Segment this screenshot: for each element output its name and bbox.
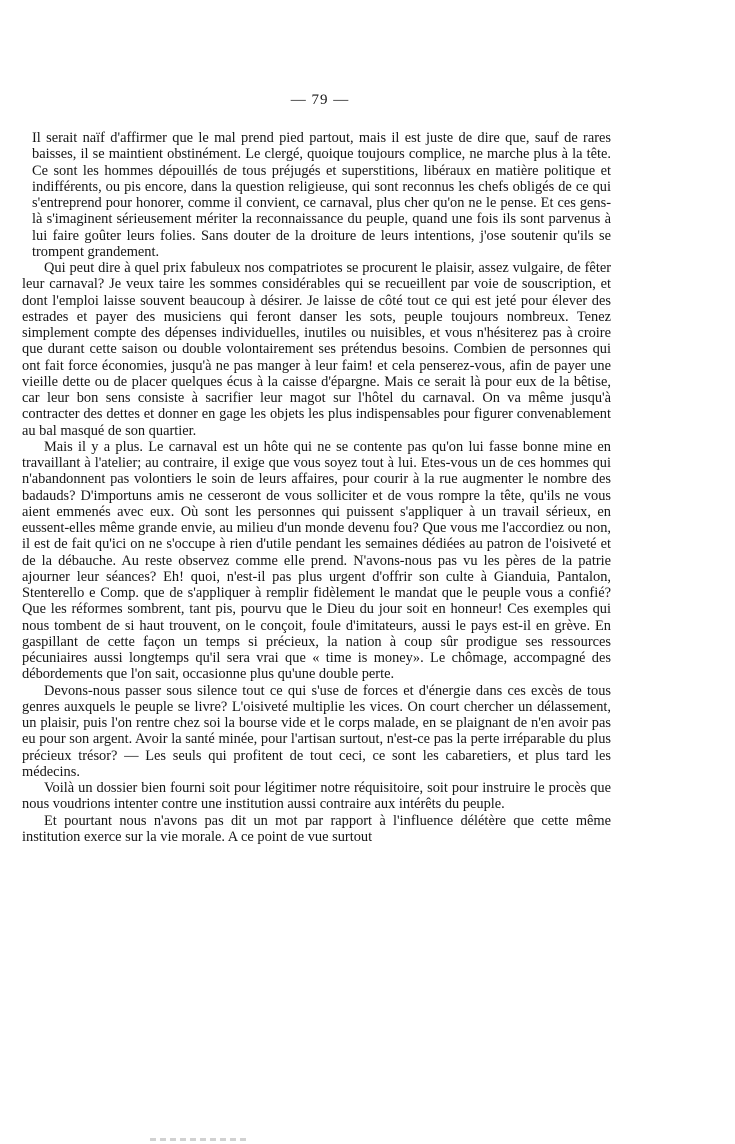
- paragraph-1: Il serait naïf d'affirmer que le mal prend pied partout, mais il est juste de dire que, sauf de rares baisses, il se maintient obstinément. Le clergé, quoique toujours complice, ne marche plus à la tête. Ce sont les hommes dépouillés de tous préjugés et superstitions, libéraux en matière politique et indifférents, ou pis encore, dans la question religieuse, qui sont reconnus les chefs obligés de ce qui s'entreprend pour honorer, comme il convient, ce carnaval, plus cher qu'on ne le pense. Et ces gens-là s'imaginent sérieusement mériter la reconnaissance du peuple, quand une fois ils sont parvenus à lui faire goûter leurs folies. Sans douter de la droiture de leurs intentions, j'ose soutenir qu'ils se trompent grandement.: [32, 130, 611, 260]
- paragraph-4: Devons-nous passer sous silence tout ce qui s'use de forces et d'énergie dans ces excès de tous genres auxquels le peuple se livre? L'oisiveté multiplie les vices. On court chercher un délassement, un plaisir, puis l'on rentre chez soi la bourse vide et le corps malade, en se plaignant de n'en avoir pas eu pour son argent. Avoir la santé minée, pour l'artisan surtout, n'est-ce pas la perte irréparable du plus précieux trésor? — Les seuls qui profitent de tout ceci, ce sont les cabaretiers, et plus tard les médecins.: [22, 682, 611, 780]
- paragraph-6: Et pourtant nous n'avons pas dit un mot par rapport à l'influence délétère que cette même institution exerce sur la vie morale. A ce point de vue surtout: [22, 812, 611, 845]
- scan-artifact-divider: [150, 1138, 250, 1141]
- paragraph-3: Mais il y a plus. Le carnaval est un hôte qui ne se contente pas qu'on lui fasse bonne mine en travaillant à l'atelier; au contraire, il exige que vous soyez tout à lui. Etes-vous un de ces hommes qui n'abandonnent pas volontiers le soin de leurs affaires, pour courir à la rue augmenter le nombre des badauds? D'importuns amis ne cesseront de vous solliciter et de vous rompre la tête, qu'ils ne vous aient emmenés avec eux. Où sont les personnes qui puissent s'appliquer à un travail sérieux, en eussent-elles même grande envie, au milieu d'un monde devenu fou? Que vous me l'accordiez ou non, il est de fait qu'ici on ne s'occupe à rien d'utile pendant les semaines dédiées au patron de l'oisiveté et de la débauche. Au reste observez comme elle prend. N'avons-nous pas vu les pères de la patrie ajourner leur séances? Eh! quoi, n'est-il pas plus urgent d'offrir son culte à Gianduia, Pantalon, Stenterello e Comp. que de s'appliquer à remplir fidèlement le mandat que le peuple vous a confié? Que les réformes sombrent, tant pis, pourvu que le Dieu du jour soit en honneur! Ces exemples qui nous tombent de si haut trouvent, on le conçoit, foule d'imitateurs, aussi le pays est-il en grève. En gaspillant de cette façon un temps si précieux, la nation à coup sûr prodigue ses ressources pécuniaires aussi longtemps qu'il sera vrai que « time is money». Le chômage, accompagné des débordements que l'on sait, occasionne plus qu'une double perte.: [22, 438, 611, 683]
- body-text: [22, 130, 611, 845]
- paragraph-2: Qui peut dire à quel prix fabuleux nos compatriotes se procurent le plaisir, assez vulgaire, de fêter leur carnaval? Je veux taire les sommes considérables qui se recueillent par voie de souscription, et dont l'emploi laisse souvent beaucoup à désirer. Je laisse de côté tout ce qui est jeté pour élever des estrades et payer des musiciens qui feront danser les sots, peuple toujours nombreux. Tenez simplement compte des dépenses individuelles, inutiles ou nuisibles, et vous n'hésiterez pas à croire que durant cette saison ou double volontairement ses prétendus besoins. Combien de personnes qui ont fait force économies, jusqu'à ne pas manger à leur faim! et cela penserez-vous, afin de payer une vieille dette ou de placer quelques écus à la caisse d'épargne. Mais ce serait là pour eux de la bêtise, car leur bon sens consiste à sacrifier leur magot sur l'hôtel du carnaval. On va même jusqu'à contracter des dettes et donner en gage les objets les plus indispensables pour figurer convenablement au bal masqué de son quartier.: [22, 260, 611, 439]
- paragraph-5: Voilà un dossier bien fourni soit pour légitimer notre réquisitoire, soit pour instruire le procès que nous voudrions intenter contre une institution aussi contraire aux intérêts du peuple.: [22, 780, 611, 813]
- page-number: — 79 —: [290, 92, 350, 108]
